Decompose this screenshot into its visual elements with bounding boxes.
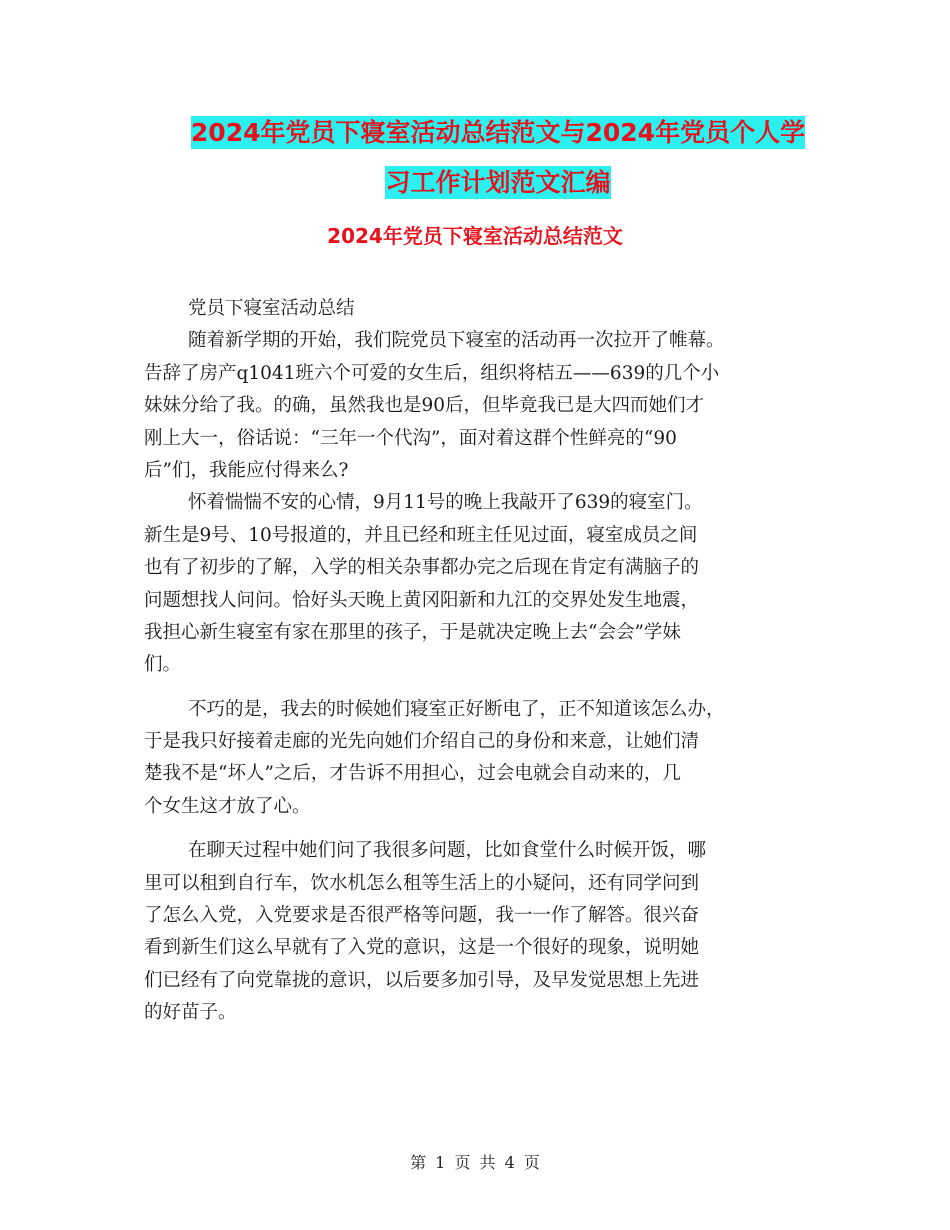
paragraph-line: 不巧的是，我去的时候她们寝室正好断电了，正不知道该怎么办， bbox=[188, 698, 725, 720]
paragraph-line: 新生是9号、10号报道的，并且已经和班主任见过面，寝室成员之间 bbox=[144, 524, 698, 546]
paragraph-heading: 党员下寝室活动总结 bbox=[188, 298, 355, 319]
paragraph-line: 于是我只好接着走廊的光先向她们介绍自己的身份和来意，让她们清 bbox=[144, 731, 700, 753]
paragraph-line: 问题想找人问问。恰好头天晚上黄冈阳新和九江的交界处发生地震， bbox=[144, 589, 700, 611]
page-number-footer: 第 1 页 共 4 页 bbox=[410, 1153, 540, 1172]
section-heading: 2024年党员下寝室活动总结范文 bbox=[327, 224, 623, 248]
paragraph-line: 告辞了房产q1041班六个可爱的女生后，组织将桔五——639的几个小 bbox=[144, 362, 720, 384]
paragraph-line: 个女生这才放了心。 bbox=[144, 795, 311, 817]
paragraph-line: 刚上大一，俗话说：“三年一个代沟”，面对着这群个性鲜亮的“90 bbox=[144, 427, 677, 449]
paragraph-line: 的好苗子。 bbox=[144, 1002, 237, 1024]
paragraph-line: 们。 bbox=[144, 654, 182, 676]
paragraph-line: 也有了初步的了解，入学的相关杂事都办完之后现在肯定有满脑子的 bbox=[144, 557, 700, 579]
document-title-line-2: 习工作计划范文汇编 bbox=[385, 168, 611, 197]
paragraph-gap bbox=[144, 823, 808, 835]
paragraph-line: 楚我不是“坏人”之后，才告诉不用担心，过会电就会自动来的，几 bbox=[144, 763, 681, 785]
paragraph-line: 里可以租到自行车，饮水机怎么租等生活上的小疑问，还有同学问到 bbox=[144, 872, 700, 894]
document-body bbox=[144, 293, 808, 1030]
paragraph-line: 怀着惴惴不安的心情，9月11号的晚上我敲开了639的寝室门。 bbox=[188, 492, 703, 514]
paragraph-line: 后”们，我能应付得来么? bbox=[144, 459, 349, 481]
paragraph-line: 妹妹分给了我。的确，虽然我也是90后，但毕竟我已是大四而她们才 bbox=[144, 395, 705, 417]
paragraph-line: 随着新学期的开始，我们院党员下寝室的活动再一次拉开了帷幕。 bbox=[188, 330, 725, 352]
paragraph-gap bbox=[144, 682, 808, 694]
paragraph-line: 在聊天过程中她们问了我很多问题，比如食堂什么时候开饭，哪 bbox=[188, 840, 707, 862]
paragraph-line: 我担心新生寝室有家在那里的孩子，于是就决定晚上去“会会”学妹 bbox=[144, 621, 681, 643]
paragraph-line: 了怎么入党，入党要求是否很严格等问题，我一一作了解答。很兴奋 bbox=[144, 905, 700, 927]
paragraph-line: 们已经有了向党靠拢的意识，以后要多加引导，及早发觉思想上先进 bbox=[144, 969, 700, 991]
paragraph-line: 看到新生们这么早就有了入党的意识，这是一个很好的现象，说明她 bbox=[144, 937, 700, 959]
document-title bbox=[120, 108, 876, 208]
document-title-line-1: 2024年党员下寝室活动总结范文与2024年党员个人学 bbox=[190, 118, 806, 147]
